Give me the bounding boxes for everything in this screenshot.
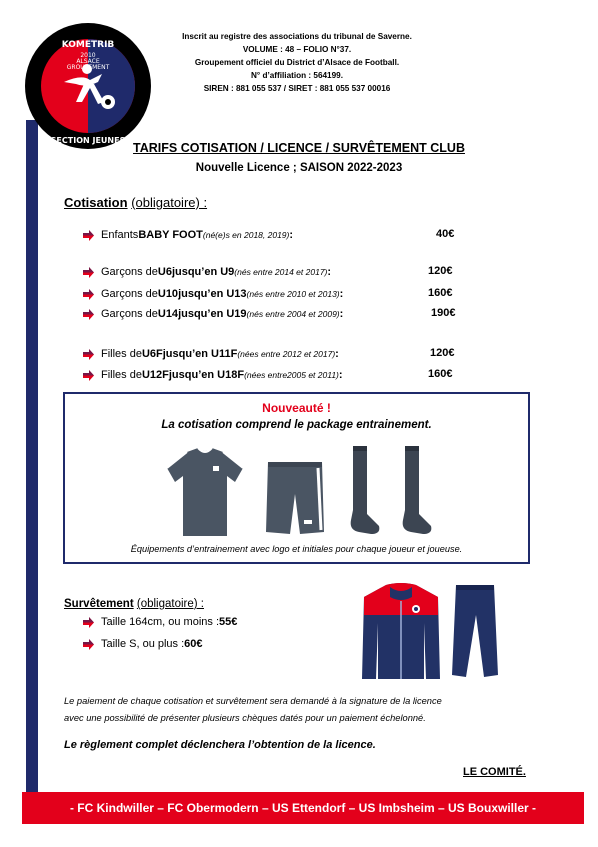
- page-title: TARIFS COTISATION / LICENCE / SURVÊTEMENT CLUB: [133, 141, 465, 155]
- row-birth-years: (nés entre 2004 et 2009): [246, 309, 340, 319]
- logo-line1: ALSACE: [76, 58, 100, 65]
- row-birth-years: (né(e)s en 2018, 2019): [202, 230, 290, 240]
- row-prefix: Garçons de: [101, 266, 158, 278]
- logo-bottom-text: SECTION JEUNES: [50, 136, 126, 145]
- arrow-bullet-icon: [82, 349, 95, 360]
- row-prefix: Garçons de: [101, 308, 158, 320]
- row-prefix: Garçons de: [101, 288, 158, 300]
- logo-top-text: KOMETRIB: [61, 40, 115, 50]
- header-line: SIREN : 881 055 537 / SIRET : 881 055 537 00016: [203, 84, 391, 93]
- package-caption: Équipements d’entrainement avec logo et initiales pour chaque joueur et joueuse.: [130, 544, 463, 554]
- survetement-heading: [64, 598, 204, 610]
- row-colon: :: [339, 288, 344, 300]
- row-category: U6: [157, 266, 172, 278]
- cotisation-heading-paren: (obligatoire) :: [131, 195, 208, 210]
- new-label: Nouveauté !: [262, 401, 331, 415]
- tracksuit-jacket-image: [360, 583, 442, 683]
- size-label: Taille S, ou plus :: [101, 638, 185, 650]
- survetement-heading-label: Survêtement: [64, 598, 134, 610]
- size-label: Taille 164cm, ou moins :: [101, 616, 219, 628]
- row-range: jusqu’en U9: [171, 266, 235, 278]
- header-line: N° d’affiliation : 564199.: [251, 71, 343, 80]
- survetement-row: [82, 636, 203, 652]
- row-prefix: Filles de: [101, 369, 142, 381]
- row-range: jusqu’en U18F: [168, 369, 245, 381]
- cotisation-price: 120€: [430, 347, 455, 359]
- cotisation-price: 160€: [428, 368, 453, 380]
- cotisation-price: 190€: [431, 307, 456, 319]
- arrow-bullet-icon: [82, 230, 95, 241]
- left-accent-bar: [26, 120, 38, 792]
- cotisation-price: 120€: [428, 265, 453, 277]
- row-range: jusqu’en U19: [178, 308, 247, 320]
- row-colon: :: [339, 308, 344, 320]
- payment-note: Le règlement complet déclenchera l’obtention de la licence.: [64, 739, 376, 751]
- size-price: 55€: [219, 616, 238, 628]
- page-subtitle: Nouvelle Licence ; SAISON 2022-2023: [195, 162, 403, 174]
- arrow-bullet-icon: [82, 370, 95, 381]
- row-colon: :: [338, 369, 343, 381]
- row-colon: :: [289, 229, 294, 241]
- row-birth-years: (nées entre 2012 et 2017): [237, 349, 336, 359]
- row-colon: :: [327, 266, 332, 278]
- row-birth-years: (nées entre2005 et 2011): [244, 370, 339, 380]
- row-category: U10: [157, 288, 179, 300]
- training-shorts-image: [264, 460, 326, 536]
- row-birth-years: (nés entre 2010 et 2013): [246, 289, 340, 299]
- row-range: jusqu’en U11F: [162, 348, 238, 360]
- payment-text-1: Le paiement de chaque cotisation et survêtement sera demandé à la signature de la licence: [64, 696, 442, 706]
- club-logo: [24, 22, 152, 150]
- cotisation-heading: [64, 195, 207, 210]
- cotisation-row: [82, 264, 331, 280]
- survetement-row: [82, 614, 237, 630]
- row-category: U6F: [141, 348, 163, 360]
- cotisation-price: 40€: [436, 228, 455, 240]
- association-info: [152, 30, 442, 95]
- signature: LE COMITÉ.: [463, 766, 526, 778]
- header-line: Inscrit au registre des associations du tribunal de Saverne.: [182, 32, 412, 41]
- arrow-bullet-icon: [82, 289, 95, 300]
- logo-year: 2010: [80, 52, 96, 59]
- size-price: 60€: [184, 638, 203, 650]
- row-birth-years: (nés entre 2014 et 2017): [234, 267, 328, 277]
- footer-clubs-banner: - FC Kindwiller – FC Obermodern – US Ettendorf – US Imbsheim – US Bouxwiller -: [22, 792, 584, 824]
- logo-line2: GROUPEMENT: [66, 64, 110, 71]
- row-colon: :: [335, 348, 339, 360]
- arrow-bullet-icon: [82, 639, 95, 650]
- row-category: BABY FOOT: [138, 229, 203, 241]
- payment-text-2: avec une possibilité de présenter plusieurs chèques datés pour un paiement échelonné.: [64, 713, 426, 723]
- row-prefix: Enfants: [101, 229, 139, 241]
- training-package-box: [63, 392, 530, 564]
- row-category: U14: [157, 308, 179, 320]
- cotisation-row: [82, 346, 339, 362]
- header-line: VOLUME : 48 – FOLIO N°37.: [242, 45, 352, 54]
- cotisation-row: [82, 367, 343, 383]
- arrow-bullet-icon: [82, 309, 95, 320]
- cotisation-price: 160€: [428, 287, 453, 299]
- arrow-bullet-icon: [82, 267, 95, 278]
- row-range: jusqu’en U13: [178, 288, 247, 300]
- row-category: U12F: [141, 369, 169, 381]
- cotisation-row: [82, 306, 343, 322]
- survetement-heading-paren: (obligatoire) :: [136, 598, 204, 610]
- training-socks-image: [345, 444, 435, 538]
- cotisation-heading-label: Cotisation: [64, 195, 128, 210]
- training-shirt-image: [165, 446, 245, 538]
- package-subtitle: La cotisation comprend le package entrainement.: [161, 419, 432, 431]
- cotisation-row: [82, 227, 293, 243]
- tracksuit-pants-image: [450, 583, 500, 683]
- header-line: Groupement officiel du District d’Alsace de Football.: [194, 58, 400, 67]
- cotisation-row: [82, 286, 343, 302]
- row-prefix: Filles de: [101, 348, 142, 360]
- arrow-bullet-icon: [82, 617, 95, 628]
